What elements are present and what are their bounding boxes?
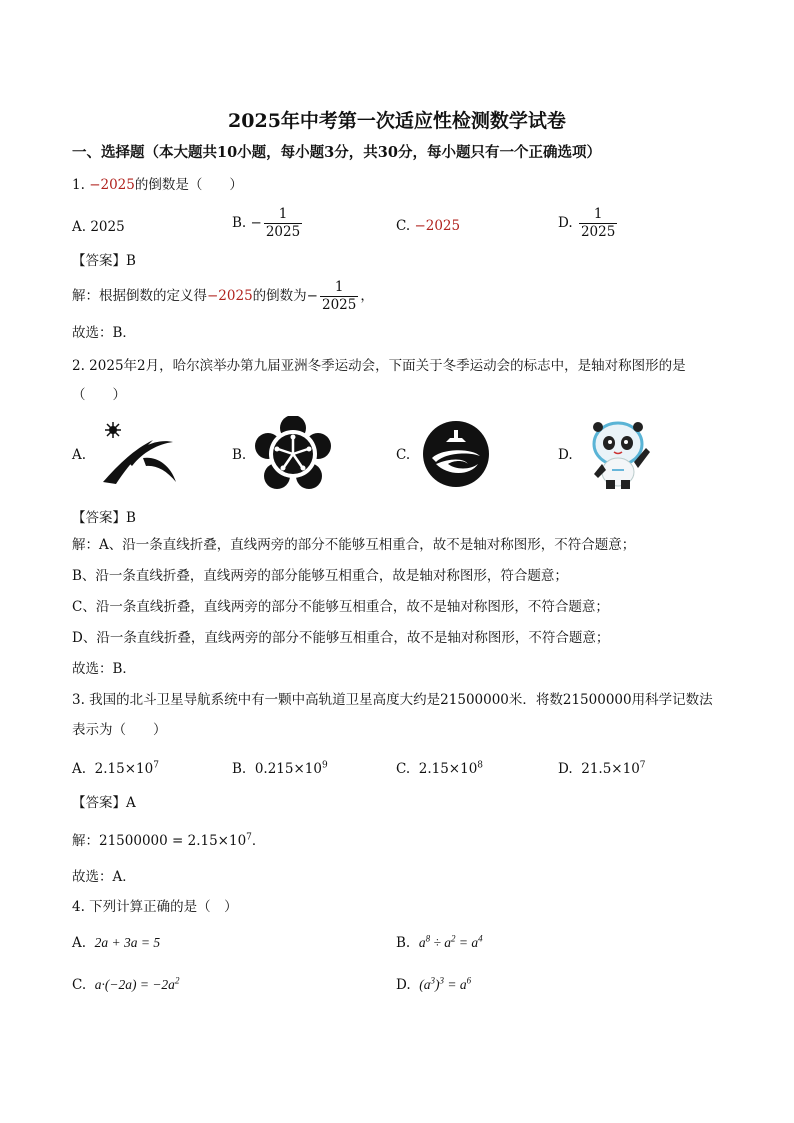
question-3-stem: 3. 我国的北斗卫星导航系统中有一颗中高轨道卫星高度大约是21500000米．将数21500000用科学记数法 — [72, 692, 713, 708]
logo-a-image — [98, 420, 180, 490]
q2-solution-b: B、沿一条直线折叠，直线两旁的部分能够互相重合，故是轴对称图形，符合题意； — [72, 568, 568, 584]
logo-c-image — [422, 420, 490, 488]
page-title: 2025年中考第一次适应性检测数学试卷 — [228, 110, 566, 132]
q3-solution: 解：$21500000 = 2.15\times 10^7$． — [72, 832, 266, 849]
q1-option-a: A. 2025 — [72, 219, 125, 235]
q3-option-d: D. $21.5\times 10^7$ — [558, 760, 646, 777]
q2-option-a-label: A. — [72, 447, 87, 463]
q4-option-c: C. $a\cdot(-2a) = -2a^2$ — [72, 975, 180, 993]
q4-option-b: B. $a^8 \div a^2 = a^4$ — [396, 933, 483, 951]
q2-option-d-label: D. — [558, 447, 573, 463]
q2-solution-d: D、沿一条直线折叠，直线两旁的部分不能够互相重合，故不是轴对称图形，不符合题意； — [72, 630, 610, 646]
question-3-stem-cont: 表示为（ ） — [72, 722, 167, 738]
q3-answer: 【答案】A — [72, 795, 136, 811]
q3-option-b: B. $0.215\times 10^9$ — [232, 760, 328, 777]
question-2-stem: 2. 2025年2月，哈尔滨举办第九届亚洲冬季运动会，下面关于冬季运动会的标志中，是轴对称图形的是 — [72, 358, 686, 374]
q2-solution-a: 解：A、沿一条直线折叠，直线两旁的部分不能够互相重合，故不是轴对称图形，不符合题意； — [72, 537, 636, 553]
q2-option-b-label: B. — [232, 447, 247, 463]
q2-solution-c: C、沿一条直线折叠，直线两旁的部分不能够互相重合，故不是轴对称图形，不符合题意； — [72, 599, 609, 615]
mascot-d-image — [582, 418, 654, 490]
q3-option-a: A. $2.15\times 10^7$ — [72, 760, 159, 777]
q4-option-d: D. $(a^3)^3 = a^6$ — [396, 975, 472, 993]
q1-option-d: D. $\frac{1}{2025}$ — [558, 206, 616, 240]
q4-option-a: A. 2a + 3a = 5 — [72, 935, 161, 951]
q2-option-c-label: C. — [396, 447, 411, 463]
q1-expression: −2025 — [89, 177, 135, 193]
question-2-stem-cont: （ ） — [72, 387, 126, 403]
q3-option-c: C. $2.15\times 10^8$ — [396, 760, 484, 777]
section-heading: 一、选择题（本大题共10小题，每小题3分，共30分，每小题只有一个正确选项） — [72, 144, 601, 161]
q2-answer: 【答案】B — [72, 510, 136, 526]
q1-answer: 【答案】B — [72, 253, 136, 269]
q1-option-c: C. −2025 — [396, 218, 461, 234]
question-4-stem: 4. 下列计算正确的是（ ） — [72, 899, 238, 915]
q1-conclusion: 故选：B． — [72, 325, 136, 341]
q1-option-b: B. − $\frac{1}{2025}$ — [232, 206, 301, 240]
q3-conclusion: 故选：A． — [72, 869, 136, 885]
logo-b-image — [255, 416, 331, 492]
q1-solution: 解：根据倒数的定义得−2025的倒数为− $\frac{1}{2025}$ ， — [72, 279, 374, 313]
question-1-stem: 1. −2025的倒数是（ ） — [72, 177, 243, 193]
q2-conclusion: 故选：B． — [72, 661, 136, 677]
